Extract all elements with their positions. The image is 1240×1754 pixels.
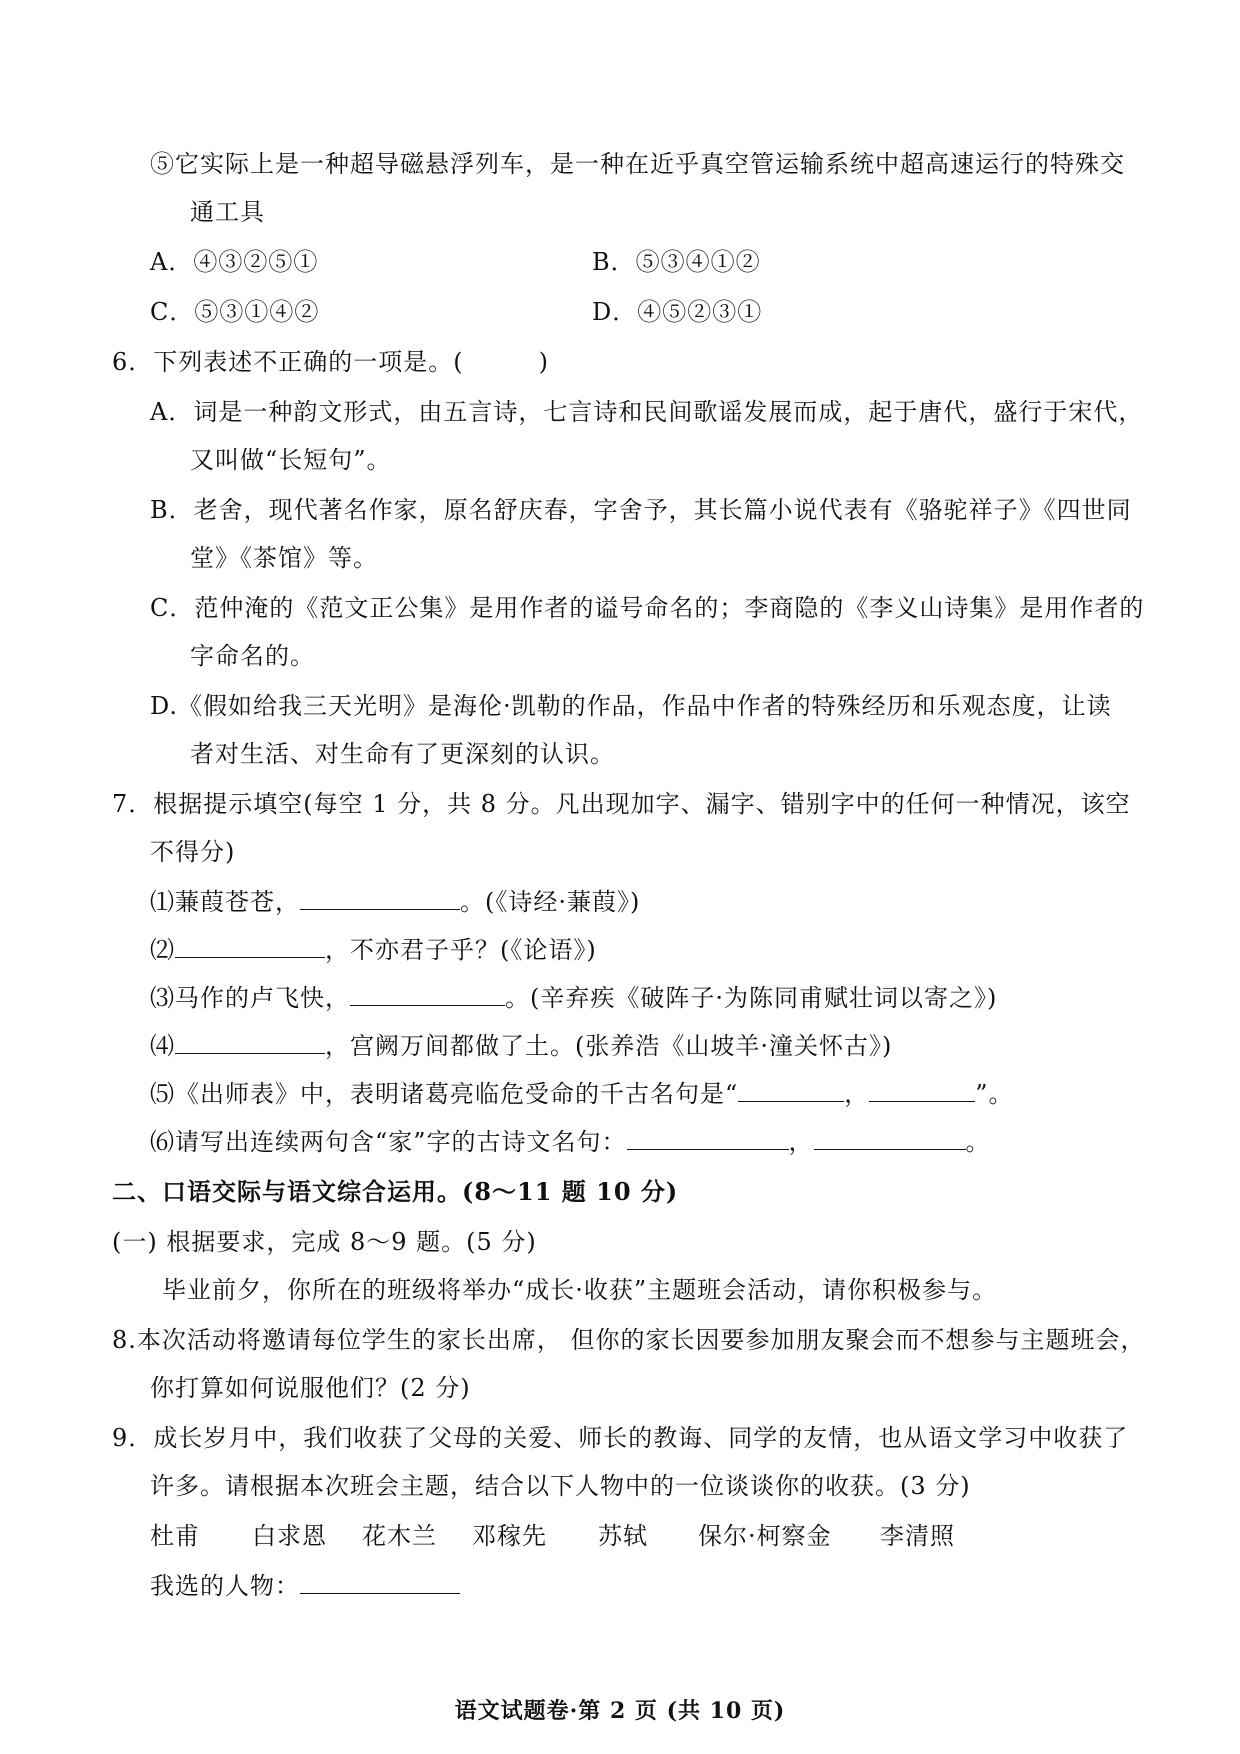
q5-option-b: B．⑤③④①②: [592, 248, 761, 276]
q7-item-4-after: ，宫阙万间都做了土。(张养浩《山坡羊·潼关怀古》): [325, 1032, 893, 1060]
q7-stem-line2: 不得分): [150, 838, 236, 866]
q9-choice: [150, 1570, 460, 1602]
q5-option-a: A．④③②⑤①: [150, 248, 319, 276]
q7-item-3-after: 。(辛弃疾《破阵子·为陈同甫赋壮词以寄之》): [505, 984, 998, 1012]
q7-item-2: [150, 934, 597, 966]
q9-choice-blank[interactable]: [300, 1571, 460, 1594]
q6-option-c-line1: C．范仲淹的《范文正公集》是用作者的谥号命名的；李商隐的《李义山诗集》是用作者的: [150, 594, 1145, 622]
q7-item-6: [150, 1126, 991, 1158]
q9-name-bethune: 白求恩: [252, 1522, 327, 1550]
q5-option-d: D．④⑤②③①: [592, 298, 763, 326]
q6-option-c-line2: 字命名的。: [190, 642, 315, 670]
q5-option-c: C．⑤③①④②: [150, 298, 320, 326]
q6-option-a-line2: 又叫做“长短句”。: [190, 446, 392, 474]
q7-item-6-mid: ，: [788, 1128, 814, 1156]
q9-line2: 许多。请根据本次班会主题，结合以下人物中的一位谈谈你的收获。(3 分): [150, 1472, 971, 1500]
q6-option-a-line1: A．词是一种韵文形式，由五言诗，七言诗和民间歌谣发展而成，起于唐代，盛行于宋代，: [150, 398, 1144, 426]
q7-item-5-mid: ，: [844, 1080, 870, 1108]
q7-item-4: [150, 1030, 892, 1062]
q7-item-1: [150, 886, 640, 918]
q7-item-1-blank[interactable]: [300, 887, 460, 910]
q6-option-b-line1: B．老舍，现代著名作家，原名舒庆春，字舍予，其长篇小说代表有《骆驼祥子》《四世同: [150, 496, 1132, 524]
q9-name-du-fu: 杜甫: [150, 1522, 200, 1550]
q6-option-d-line1: D.《假如给我三天光明》是海伦·凯勒的作品，作品中作者的特殊经历和乐观态度，让读: [150, 692, 1112, 720]
q7-item-3-before: ⑶马作的卢飞快，: [150, 984, 350, 1012]
q6-option-b-line2: 堂》《茶馆》等。: [190, 544, 378, 572]
q7-stem-line1: 7．根据提示填空(每空 1 分，共 8 分。凡出现加字、漏字、错别字中的任何一种情况，该空: [112, 790, 1131, 818]
q9-line1: 9．成长岁月中，我们收获了父母的关爱、师长的教诲、同学的友情，也从语文学习中收获了: [112, 1424, 1129, 1452]
q7-item-5-blank-2[interactable]: [869, 1079, 975, 1102]
q7-item-2-blank[interactable]: [175, 935, 325, 958]
q9-name-pavel-korchagin: 保尔·柯察金: [698, 1522, 832, 1550]
q9-name-deng-jiaxian: 邓稼先: [472, 1522, 547, 1550]
q8-line1: 8.本次活动将邀请每位学生的家长出席， 但你的家长因要参加朋友聚会而不想参与主题班会，: [112, 1326, 1146, 1354]
section-2-subheading: (一) 根据要求，完成 8～9 题。(5 分): [112, 1228, 537, 1256]
section-2-intro: 毕业前夕，你所在的班级将举办“成长·收获”主题班会活动，请你积极参与。: [162, 1276, 998, 1304]
q7-item-1-before: ⑴蒹葭苍苍，: [150, 888, 300, 916]
q7-item-3: [150, 982, 997, 1014]
q9-choice-label: 我选的人物：: [150, 1572, 300, 1600]
section-2-heading: 二、口语交际与语文综合运用。(8～11 题 10 分): [112, 1177, 679, 1206]
q9-name-hua-mulan: 花木兰: [362, 1522, 437, 1550]
q6-stem: 6．下列表述不正确的一项是。( ): [112, 348, 549, 376]
q7-item-6-after: 。: [965, 1128, 991, 1156]
q7-item-2-after: ，不亦君子乎？(《论语》): [325, 936, 597, 964]
q7-item-5: [150, 1078, 1014, 1110]
q7-item-6-blank-2[interactable]: [814, 1127, 966, 1150]
q5-item5-line2: 通工具: [190, 198, 265, 226]
q8-line2: 你打算如何说服他们？(2 分): [150, 1374, 471, 1402]
q7-item-6-blank-1[interactable]: [627, 1127, 789, 1150]
q7-item-2-before: ⑵: [150, 936, 175, 964]
q5-item5-line1: ⑤它实际上是一种超导磁悬浮列车，是一种在近乎真空管运输系统中超高速运行的特殊交: [150, 150, 1125, 178]
page-footer: 语文试题卷·第 2 页 (共 10 页): [454, 1698, 786, 1724]
q9-name-su-shi: 苏轼: [598, 1522, 648, 1550]
q7-item-5-blank-1[interactable]: [738, 1079, 844, 1102]
q7-item-3-blank[interactable]: [350, 983, 505, 1006]
q7-item-5-after: ”。: [975, 1080, 1014, 1108]
q7-item-6-before: ⑹请写出连续两句含“家”字的古诗文名句：: [150, 1128, 627, 1156]
q7-item-1-after: 。(《诗经·蒹葭》): [460, 888, 641, 916]
q6-option-d-line2: 者对生活、对生命有了更深刻的认识。: [190, 740, 615, 768]
q7-item-5-before: ⑸《出师表》中，表明诸葛亮临危受命的千古名句是“: [150, 1080, 739, 1108]
q7-item-4-before: ⑷: [150, 1032, 175, 1060]
q9-name-li-qingzhao: 李清照: [880, 1522, 955, 1550]
q7-item-4-blank[interactable]: [175, 1031, 325, 1054]
